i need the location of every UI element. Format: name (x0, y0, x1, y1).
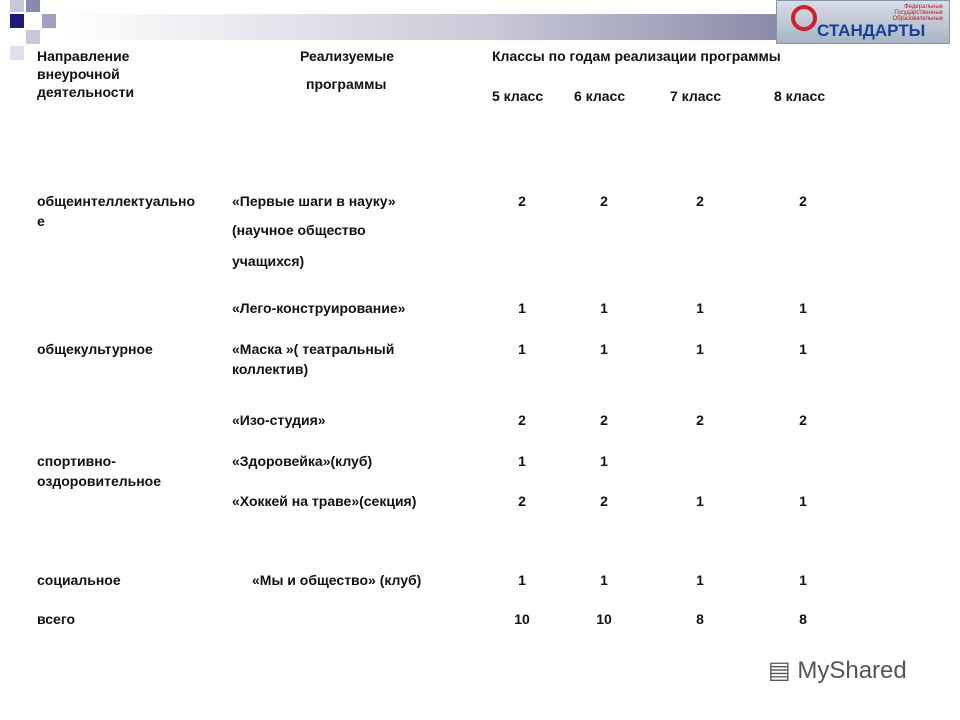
hours-cell: 2 (799, 412, 807, 428)
program-cell: «Лего-конструирование» (232, 300, 406, 316)
hours-cell: 1 (600, 341, 608, 357)
header-class-7: 7 класс (670, 88, 722, 104)
decor-square (42, 14, 56, 28)
program-cell: «Маска »( театральный (232, 341, 395, 357)
decor-square (26, 30, 40, 44)
hours-cell: 10 (514, 611, 530, 627)
hours-cell: 1 (518, 453, 526, 469)
hours-cell: 2 (518, 193, 526, 209)
logo-emblem-icon (791, 5, 817, 31)
decor-square (10, 14, 24, 28)
header-class-6: 6 класс (574, 88, 626, 104)
hours-cell: 1 (799, 572, 807, 588)
fgos-logo: Федеральные Государственные Образовательные СТАНДАРТЫ (776, 0, 950, 44)
program-cell: «Здоровейка»(клуб) (232, 453, 373, 469)
program-cell: учащихся) (232, 253, 305, 269)
decor-square (10, 46, 24, 60)
header-programs-1: Реализуемые (300, 48, 394, 64)
direction-cell: общекультурное (37, 341, 153, 357)
direction-cell: всего (37, 611, 76, 627)
hours-cell: 1 (696, 341, 704, 357)
hours-cell: 2 (600, 193, 608, 209)
hours-cell: 8 (799, 611, 807, 627)
decor-square (10, 0, 24, 12)
program-cell: «Изо-студия» (232, 412, 326, 428)
hours-cell: 2 (600, 412, 608, 428)
hours-cell: 1 (799, 341, 807, 357)
direction-cell: общеинтеллектуально (37, 193, 195, 209)
header-programs-2: программы (306, 76, 387, 92)
header-band (60, 14, 780, 40)
hours-cell: 1 (600, 300, 608, 316)
hours-cell: 1 (696, 493, 704, 509)
hours-cell: 2 (518, 412, 526, 428)
direction-cell: социальное (37, 572, 121, 588)
hours-cell: 2 (696, 193, 704, 209)
myshared-watermark: ▤ MyShared (768, 657, 907, 684)
program-cell: (научное общество (232, 222, 366, 238)
program-cell: «Хоккей на траве»(секция) (232, 493, 417, 509)
program-cell: коллектив) (232, 361, 309, 377)
hours-cell: 1 (600, 572, 608, 588)
hours-cell: 1 (799, 493, 807, 509)
decor-square (26, 0, 40, 12)
header-classes: Классы по годам реализации программы (492, 48, 781, 64)
hours-cell: 2 (518, 493, 526, 509)
direction-cell: е (37, 213, 45, 229)
hours-cell: 2 (799, 193, 807, 209)
hours-cell: 1 (799, 300, 807, 316)
direction-cell: оздоровительное (37, 473, 162, 489)
program-cell: «Первые шаги в науку» (232, 193, 396, 209)
header-class-8: 8 класс (774, 88, 826, 104)
hours-cell: 1 (600, 453, 608, 469)
header-direction: Направление внеурочной деятельности (37, 48, 135, 100)
hours-cell: 1 (518, 300, 526, 316)
direction-cell: спортивно- (37, 453, 116, 469)
hours-cell: 1 (696, 300, 704, 316)
hours-cell: 1 (696, 572, 704, 588)
header-class-5: 5 класс (492, 88, 544, 104)
hours-cell: 2 (600, 493, 608, 509)
hours-cell: 1 (518, 341, 526, 357)
hours-cell: 1 (518, 572, 526, 588)
program-cell: «Мы и общество» (клуб) (252, 572, 422, 588)
hours-cell: 2 (696, 412, 704, 428)
hours-cell: 8 (696, 611, 704, 627)
hours-cell: 10 (596, 611, 612, 627)
